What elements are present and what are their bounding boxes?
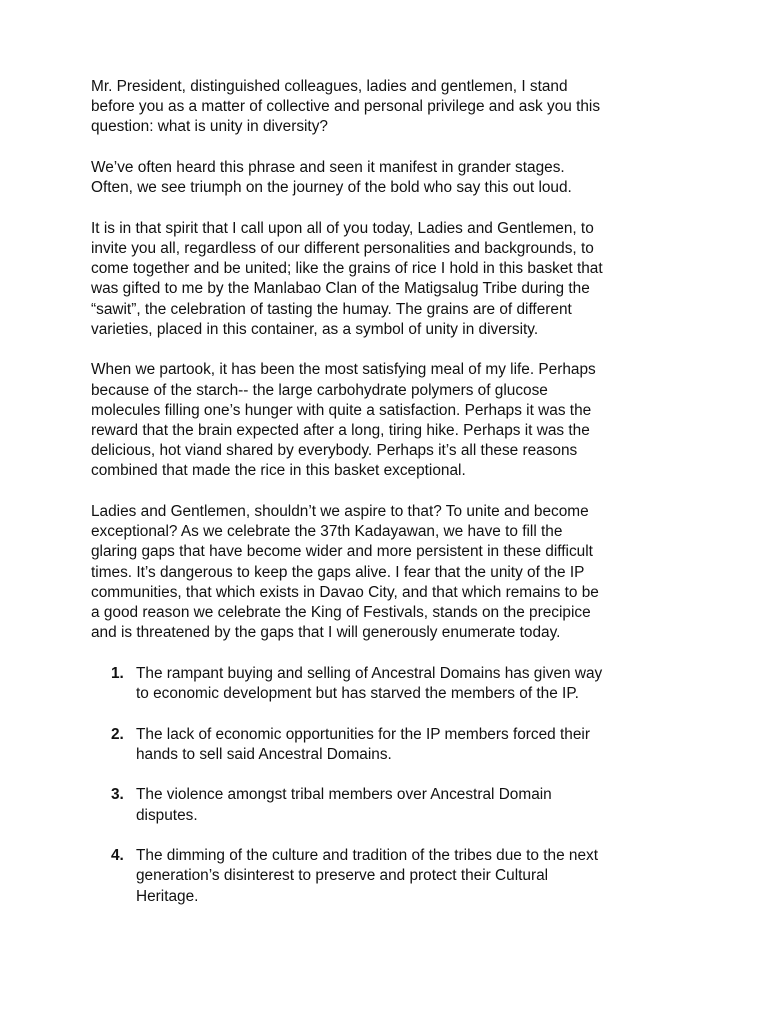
text-line: Ladies and Gentlemen, shouldn’t we aspire to that? To unite and become [91,503,589,521]
text-line: We’ve often heard this phrase and seen it manifest in grander stages. [91,159,565,176]
text-line: The dimming of the culture and tradition of the tribes due to the next [136,847,598,865]
document-page [91,77,691,927]
list-item [91,785,691,825]
text-line: combined that made the rice in this basket exceptional. [91,462,466,480]
text-line: before you as a matter of collective and personal privilege and ask you this [91,98,601,116]
text-line: It is in that spirit that I call upon all of you today, Ladies and Gentlemen, to [91,219,594,237]
list-item [91,664,691,704]
text-line: When we partook, it has been the most satisfying meal of my life. Perhaps [91,361,596,379]
text-line: because of the starch-- the large carbohydrate polymers of glucose [91,381,548,399]
paragraph-1 [91,77,691,138]
text-line: disputes. [136,806,198,824]
text-line: exceptional? As we celebrate the 37th Kadayawan, we have to fill the [91,523,563,541]
paragraph-3 [91,219,691,340]
text-line: a good reason we celebrate the King of Festivals, stands on the precipice [91,604,591,622]
list-number: 2. [111,725,124,743]
list-item [91,846,691,907]
text-line: Heritage. [136,887,199,905]
list-item [91,725,691,765]
text-line: varieties, placed in this container, as a symbol of unity in diversity. [91,320,539,338]
list-number: 1. [111,664,124,682]
text-line: “sawit”, the celebration of tasting the humay. The grains are of different [91,300,572,318]
paragraph-4 [91,360,691,481]
text-line: times. It’s dangerous to keep the gaps alive. I fear that the unity of the IP [91,563,585,581]
text-line: The rampant buying and selling of Ancestral Domains has given way [136,664,603,682]
text-line: hands to sell said Ancestral Domains. [136,745,392,763]
text-line: to economic development but has starved the members of the IP. [136,685,579,703]
text-line: was gifted to me by the Manlabao Clan of the Matigsalug Tribe during the [91,280,590,298]
text-line: Often, we see triumph on the journey of the bold who say this out loud. [91,179,572,197]
text-line: Mr. President, distinguished colleagues, ladies and gentlemen, I stand [91,78,568,95]
text-line: come together and be united; like the grains of rice I hold in this basket that [91,260,603,278]
gaps-list [91,664,691,907]
text-line: generation’s disinterest to preserve and protect their Cultural [136,867,549,885]
text-line: glaring gaps that have become wider and more persistent in these difficult [91,543,593,561]
list-number: 4. [111,847,124,865]
text-line: invite you all, regardless of our different personalities and backgrounds, to [91,240,594,257]
text-line: reward that the brain expected after a long, tiring hike. Perhaps it was the [91,422,590,440]
paragraph-2 [91,158,691,198]
text-line: communities, that which exists in Davao City, and that which remains to be [91,583,599,601]
text-line: delicious, hot viand shared by everybody. Perhaps it’s all these reasons [91,442,578,460]
list-number: 3. [111,786,124,804]
text-line: question: what is unity in diversity? [91,118,328,136]
paragraph-5 [91,502,691,643]
text-line: The violence amongst tribal members over Ancestral Domain [136,786,552,804]
text-line: The lack of economic opportunities for the IP members forced their [136,725,590,743]
text-line: and is threatened by the gaps that I will generously enumerate today. [91,624,561,642]
text-line: molecules filling one’s hunger with quite a satisfaction. Perhaps it was the [91,401,592,419]
